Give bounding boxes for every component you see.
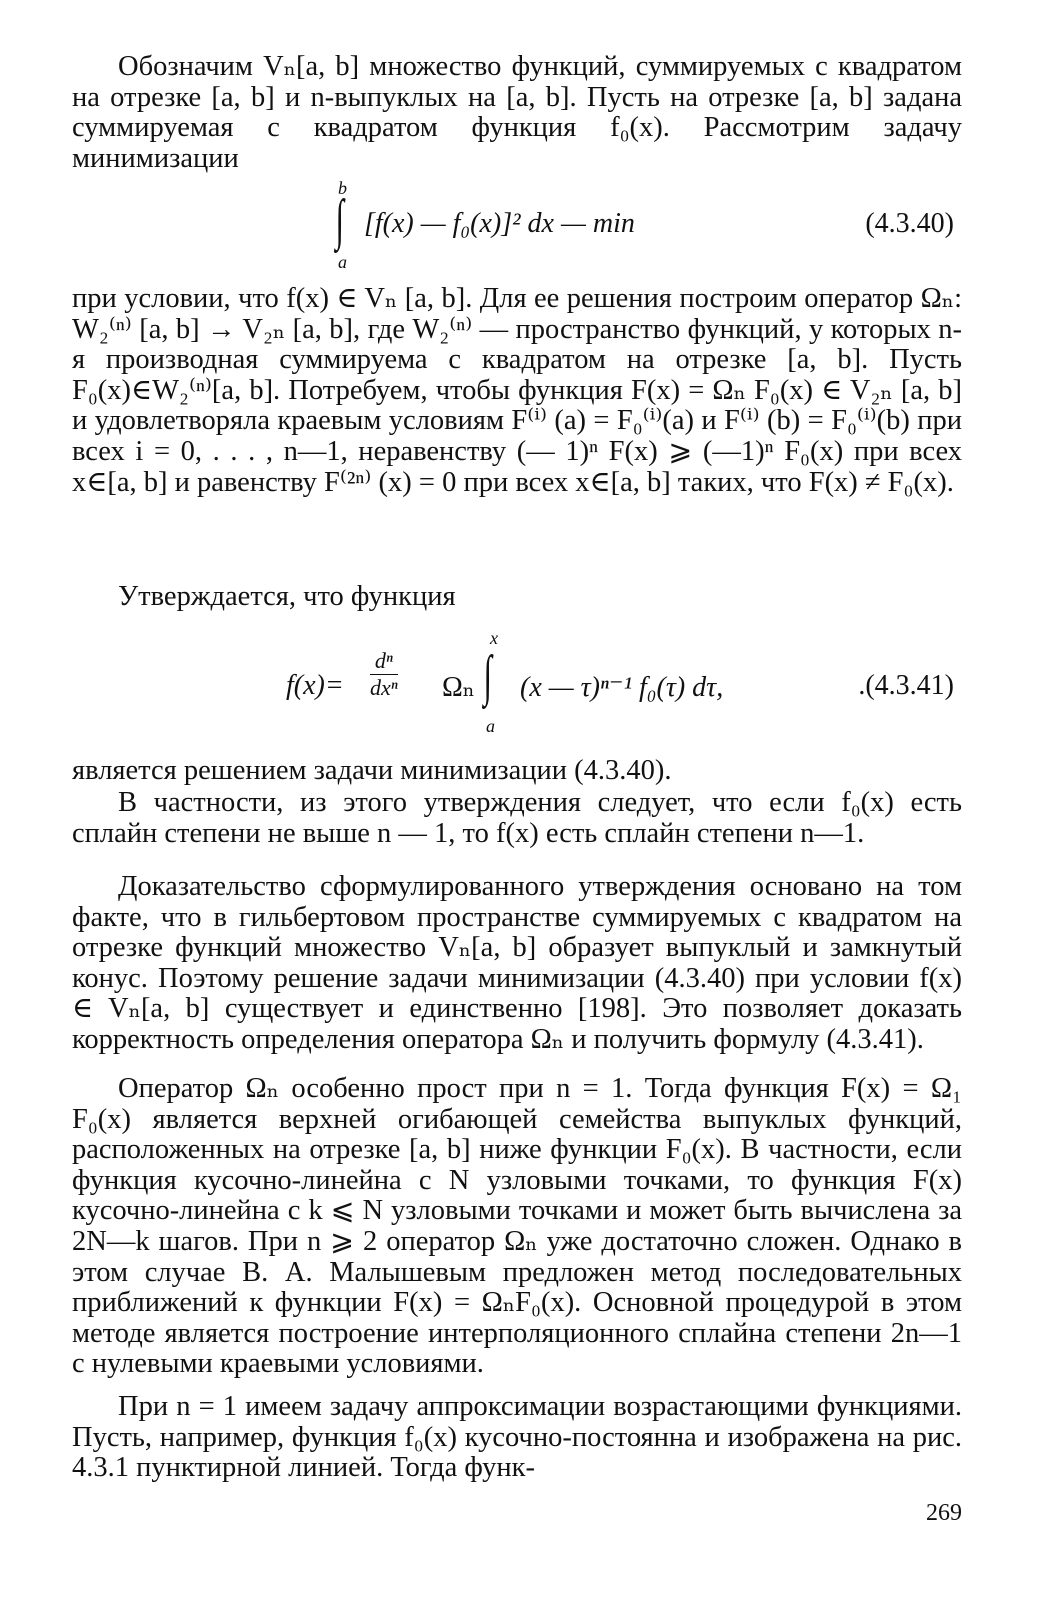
- formula-4-3-41: [72, 628, 962, 740]
- derivative-fraction: [370, 648, 398, 701]
- para-7: Оператор Ωₙ особенно прост при n = 1. Тогда функция F(x) = Ω₁ F₀(x) является верхней огибающей семейства выпуклых функций, расположенных на отрезке [a, b] ниже функции F₀(x). В частности, если функция кусочно-линейна с N узловыми точками, то функция F(x) кусочно-линейна с k ⩽ N узловыми точками и может быть вычислена за 2N—k шагов. При n ⩾ 2 оператор Ωₙ уже достаточно сложен. Однако в этом случае В. А. Малышевым предложен метод последовательных приближений к функции F(x) = ΩₙF₀(x). Основной процедурой в этом методе является построение интерполяционного сплайна степени 2n—1 с нулевыми краевыми условиями.: [72, 1073, 962, 1380]
- paragraph-approximation: [72, 1392, 962, 1484]
- omega-operator: Ωₙ: [442, 672, 475, 703]
- paragraph-solution: [72, 756, 962, 787]
- formula-4-3-40: [72, 178, 962, 270]
- equation-number: .(4.3.41): [858, 670, 954, 701]
- paragraph-particular: [72, 788, 962, 849]
- integral-upper-limit: b: [338, 178, 347, 198]
- para-5: В частности, из этого утверждения следует, что если f₀(x) есть сплайн степени не выше n — 1, то f(x) есть сплайн степени n—1.: [72, 787, 962, 849]
- integral-upper-limit: x: [490, 628, 498, 648]
- para-2: при условии, что f(x) ∈ Vₙ [a, b]. Для ее решения построим оператор Ωₙ: W₂⁽ⁿ⁾ [a, b] → V₂ₙ [a, b], где W₂⁽ⁿ⁾ — пространство функций, у которых n-я производная суммируема с квадратом на отрезке [a, b]. Пусть F₀(x)∈W₂⁽ⁿ⁾[a, b]. Потребуем, чтобы функция F(x) = Ωₙ F₀(x) ∈ V₂ₙ [a, b] и удовлетворяла краевым условиям F⁽ⁱ⁾ (a) = F₀⁽ⁱ⁾(a) и F⁽ⁱ⁾ (b) = F₀⁽ⁱ⁾(b) при всех i = 0, . . . , n—1, неравенству (— 1)ⁿ F(x) ⩾ (—1)ⁿ F₀(x) при всех x∈[a, b] и равенству F⁽²ⁿ⁾ (x) = 0 при всех x∈[a, b] таких, что F(x) ≠ F₀(x).: [72, 283, 962, 498]
- para-4: является решением задачи минимизации (4.3.40).: [72, 755, 672, 786]
- paragraph-operator-n1: [72, 1074, 962, 1380]
- para-3: Утверждается, что функция: [118, 581, 456, 612]
- integral-sign: ∫: [483, 645, 492, 707]
- fraction-denominator: dxⁿ: [370, 675, 398, 700]
- integral-sign: ∫: [335, 189, 344, 251]
- paragraph-proof: [72, 872, 962, 1056]
- paragraph-operator: [72, 284, 962, 498]
- equation-number: (4.3.40): [865, 208, 954, 239]
- formula-lhs: f(x)=: [286, 670, 344, 701]
- paragraph-intro: [72, 52, 962, 174]
- formula-body: [f(x) — f₀(x)]² dx — min: [364, 208, 635, 239]
- integral-lower-limit: a: [486, 716, 495, 736]
- para-1: Обозначим Vₙ[a, b] множество функций, суммируемых с квадратом на отрезке [a, b] и n-выпуклых на [a, b]. Пусть на отрезке [a, b] задана суммируемая с квадратом функция f₀(x). Рассмотрим задачу минимизации: [72, 51, 962, 174]
- paragraph-claim: [72, 582, 962, 613]
- para-8: При n = 1 имеем задачу аппроксимации возрастающими функциями. Пусть, например, функция f₀(x) кусочно-постоянна и изображена на рис. 4.3.1 пунктирной линией. Тогда функ-: [72, 1391, 962, 1484]
- page-number: 269: [926, 1500, 962, 1526]
- integral-lower-limit: a: [338, 252, 347, 272]
- formula-body: (x — τ)ⁿ⁻¹ f₀(τ) dτ,: [520, 672, 724, 703]
- fraction-numerator: dⁿ: [370, 648, 398, 675]
- para-6: Доказательство сформулированного утверждения основано на том факте, что в гильбертовом пространстве суммируемых с квадратом на отрезке функций множество Vₙ[a, b] образует выпуклый и замкнутый конус. Поэтому решение задачи минимизации (4.3.40) при условии f(x) ∈ Vₙ[a, b] существует и единственно [198]. Это позволяет доказать корректность определения оператора Ωₙ и получить формулу (4.3.41).: [72, 871, 962, 1055]
